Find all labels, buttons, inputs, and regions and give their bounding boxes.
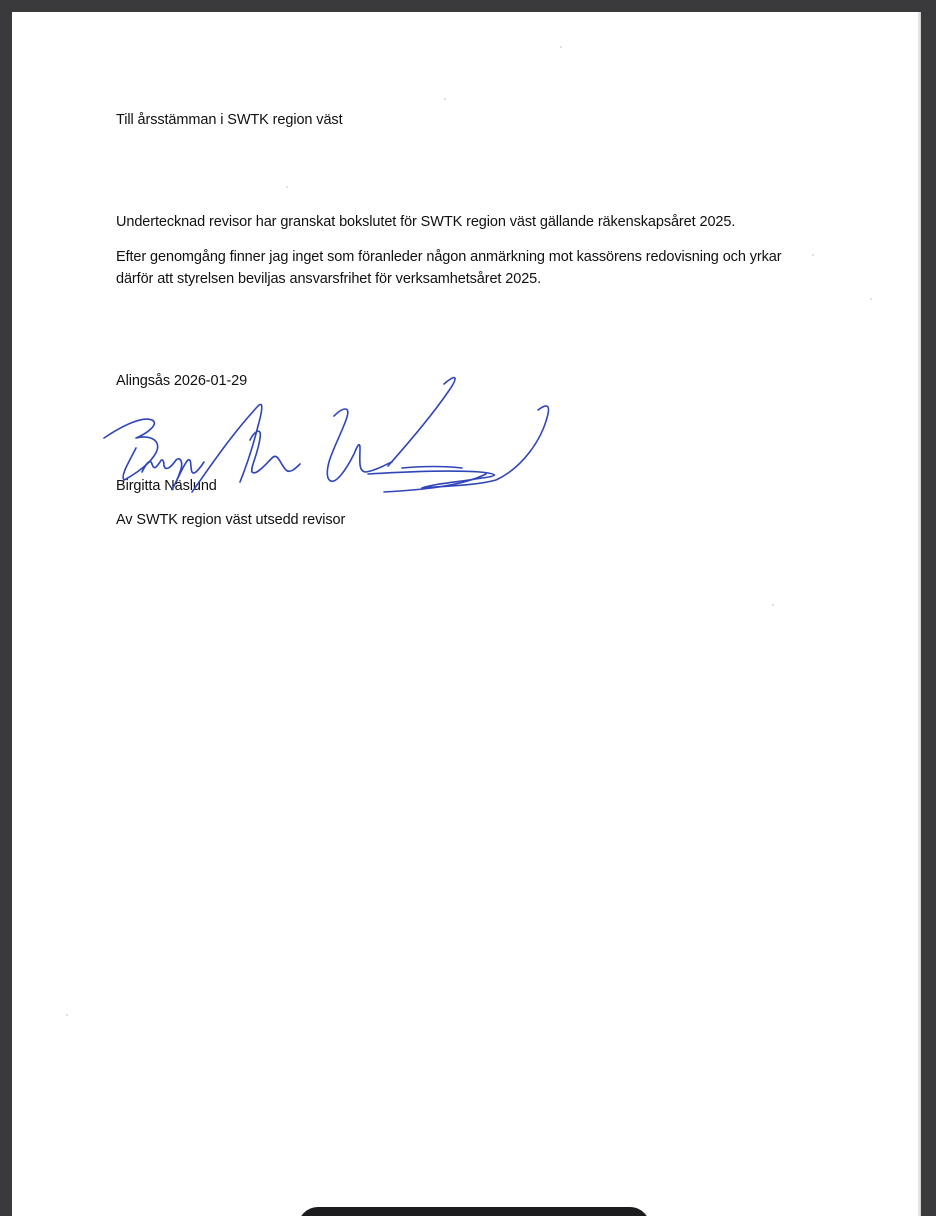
- scan-speck: [560, 46, 562, 48]
- signatory-name: Birgitta Näslund: [116, 478, 217, 494]
- audit-statement-paragraph: Undertecknad revisor har granskat bokslutet för SWTK region väst gällande räkenskapsåret 2025.: [116, 214, 736, 230]
- scan-speck: [286, 186, 288, 188]
- left-gutter: [0, 12, 12, 1216]
- place-date-line: Alingsås 2026-01-29: [116, 373, 248, 389]
- discharge-paragraph: Efter genomgång finner jag inget som föranleder någon anmärkning mot kassörens redovisning och yrkar därför att styrelsen beviljas ansvarsfrihet för verksamhetsåret 2025.: [116, 249, 782, 287]
- scan-speck: [66, 1014, 68, 1016]
- viewer-top-bar: [0, 0, 936, 12]
- scan-speck: [772, 604, 774, 606]
- scan-speck: [444, 98, 446, 100]
- document-page: [12, 12, 920, 1216]
- floating-toolbar[interactable]: [298, 1207, 650, 1216]
- scan-speck: [812, 254, 814, 256]
- recipient-line: Till årsstämman i SWTK region väst: [116, 112, 343, 128]
- signatory-role: Av SWTK region väst utsedd revisor: [116, 512, 346, 528]
- scan-speck: [870, 298, 872, 300]
